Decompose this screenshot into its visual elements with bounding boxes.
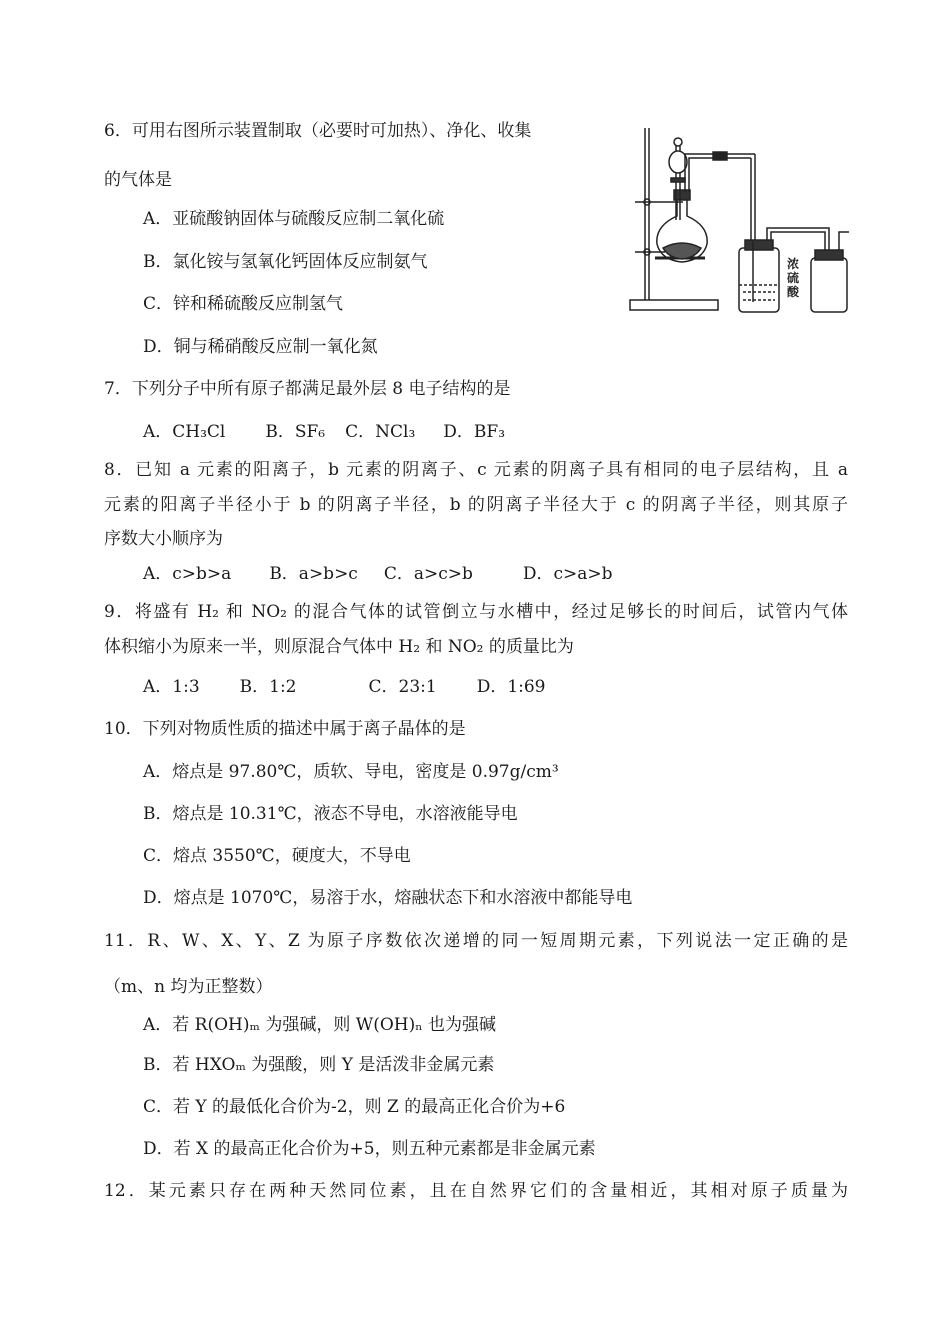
q7-option-c: C．NCl₃ (345, 422, 416, 442)
q9-options (143, 676, 546, 698)
q11-stem-line1: 11．R、W、X、Y、Z 为原子序数依次递增的同一短周期元素，下列说法一定正确的是 (104, 931, 848, 951)
q8-option-a: A．c>b>a (143, 564, 232, 584)
q6-option-d: D．铜与稀硝酸反应制一氧化氮 (143, 337, 378, 357)
q9-stem-line1: 9．将盛有 H₂ 和 NO₂ 的混合气体的试管倒立与水槽中，经过足够长的时间后，试管内气体 (104, 602, 848, 622)
q9-option-a: A．1:3 (143, 677, 200, 697)
q8-option-d: D．c>a>b (522, 564, 613, 584)
svg-text:酸: 酸 (787, 285, 800, 299)
q7-stem: 7．下列分子中所有原子都满足最外层 8 电子结构的是 (104, 379, 511, 399)
q8-option-c: C．a>c>b (383, 564, 473, 584)
q9-option-c: C．23:1 (368, 677, 437, 697)
q9-option-d: D．1:69 (476, 677, 546, 697)
gas-apparatus-figure (625, 120, 855, 320)
q11-option-b: B．若 HXOₘ 为强酸，则 Y 是活泼非金属元素 (143, 1055, 495, 1075)
q7-option-d: D．BF₃ (443, 422, 506, 442)
q8-stem-line2: 元素的阳离子半径小于 b 的阴离子半径，b 的阴离子半径大于 c 的阴离子半径，则其原子 (104, 495, 848, 515)
q8-stem-line1: 8．已知 a 元素的阳离子，b 元素的阴离子、c 元素的阴离子具有相同的电子层结构，且 a (104, 460, 848, 480)
q6-option-c: C．锌和稀硫酸反应制氢气 (143, 294, 344, 314)
q12-stem-line1: 12．某元素只存在两种天然同位素，且在自然界它们的含量相近，其相对原子质量为 (104, 1181, 848, 1201)
q10-option-d: D．熔点是 1070℃，易溶于水，熔融状态下和水溶液中都能导电 (143, 888, 633, 908)
q6-stem-line1: 6．可用右图所示装置制取（必要时可加热）、净化、收集 (104, 121, 532, 141)
q9-stem-line2: 体积缩小为原来一半，则原混合气体中 H₂ 和 NO₂ 的质量比为 (104, 637, 574, 657)
svg-text:硫: 硫 (787, 271, 800, 285)
q11-option-a: A．若 R(OH)ₘ 为强碱，则 W(OH)ₙ 也为强碱 (143, 1015, 496, 1035)
q11-option-d: D．若 X 的最高正化合价为+5，则五种元素都是非金属元素 (143, 1139, 596, 1159)
q6-option-b: B．氯化铵与氢氧化钙固体反应制氨气 (143, 252, 428, 272)
q8-option-b: B．a>b>c (269, 564, 358, 584)
q10-option-c: C．熔点 3550℃，硬度大，不导电 (143, 846, 411, 866)
q11-option-c: C．若 Y 的最低化合价为-2，则 Z 的最高正化合价为+6 (143, 1097, 566, 1117)
q7-option-a: A．CH₃Cl (143, 422, 226, 442)
q9-option-b: B．1:2 (239, 677, 297, 697)
q10-option-a: A．熔点是 97.80℃，质软、导电，密度是 0.97g/cm³ (143, 762, 559, 782)
q6-option-a: A．亚硫酸钠固体与硫酸反应制二氧化硫 (143, 209, 445, 229)
q10-stem: 10．下列对物质性质的描述中属于离子晶体的是 (104, 719, 466, 739)
q7-options (143, 421, 505, 443)
q6-stem-line2: 的气体是 (104, 170, 172, 190)
q11-stem-line2: （m、n 均为正整数） (104, 977, 273, 997)
q8-stem-line3: 序数大小顺序为 (104, 529, 223, 549)
q10-option-b: B．熔点是 10.31℃，液态不导电，水溶液能导电 (143, 804, 518, 824)
q8-options (143, 563, 613, 585)
svg-text:浓: 浓 (787, 257, 800, 271)
q7-option-b: B．SF₆ (265, 422, 326, 442)
